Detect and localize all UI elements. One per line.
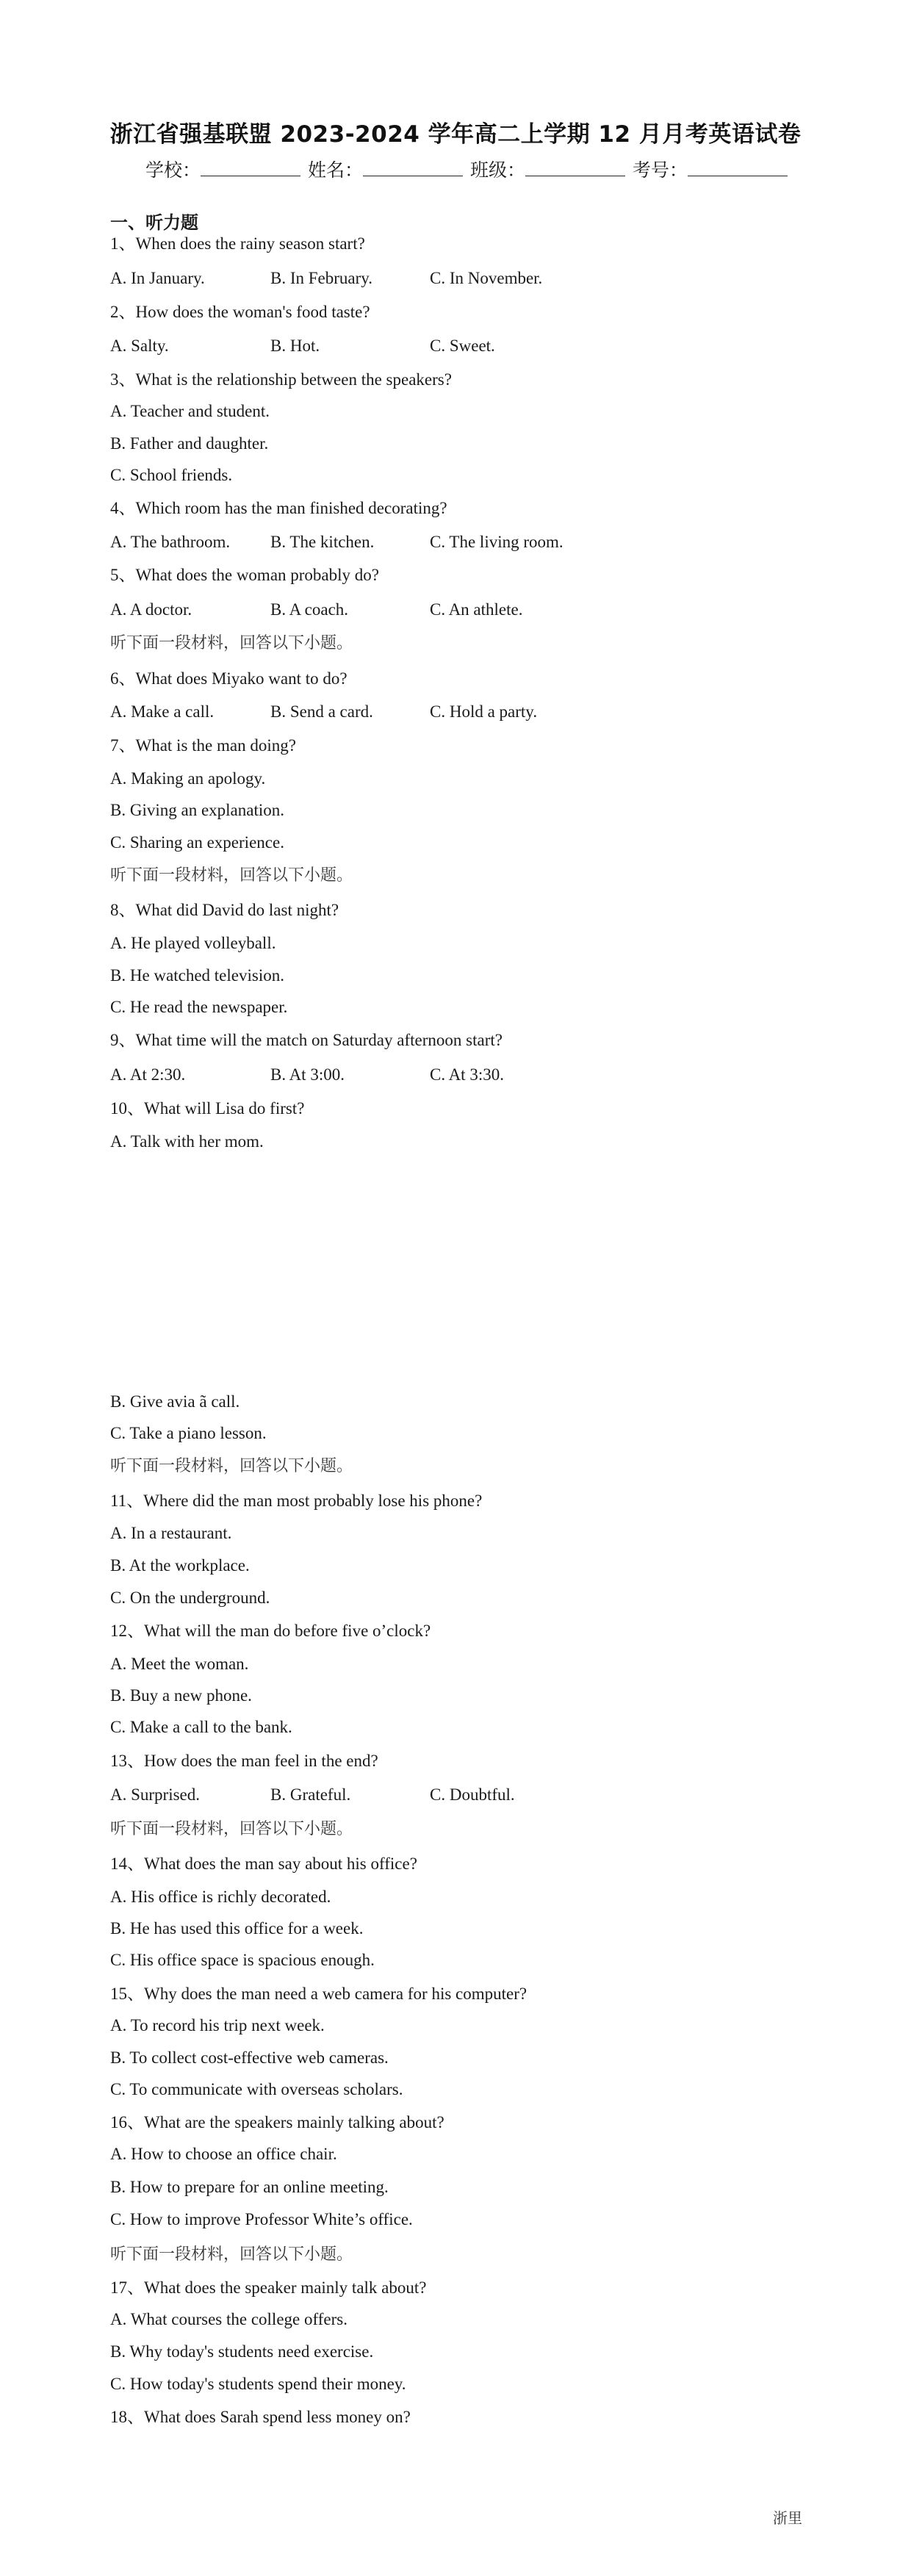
answer-option: A. What courses the college offers. (110, 2310, 348, 2328)
listening-instruction: 听下面一段材料，回答以下小题。 (110, 634, 353, 652)
answer-option: A. To record his trip next week. (110, 2016, 325, 2034)
page-footer: 浙里 (773, 2509, 802, 2527)
answer-option: B. Give avia ã call. (110, 1392, 240, 1411)
answer-option: A. In January. (110, 269, 205, 287)
answer-option: A. In a restaurant. (110, 1524, 232, 1542)
answer-option: C. Make a call to the bank. (110, 1718, 292, 1736)
answer-option: B. At 3:00. (270, 1065, 345, 1084)
answer-option: B. Hot. (270, 337, 320, 355)
answer-option: C. Doubtful. (430, 1785, 515, 1804)
answer-option: B. A coach. (270, 600, 349, 619)
question-text: 5、What does the woman probably do? (110, 566, 379, 584)
class-label: 班级： (469, 159, 525, 181)
question-text: 1、When does the rainy season start? (110, 234, 365, 253)
answer-option: A. Making an apology. (110, 769, 266, 788)
answer-option: C. School friends. (110, 466, 233, 484)
answer-option: B. At the workplace. (110, 1556, 250, 1575)
answer-option: A. Talk with her mom. (110, 1132, 264, 1151)
question-text: 2、How does the woman's food taste? (110, 303, 370, 321)
question-text: 17、What does the speaker mainly talk about? (110, 2278, 427, 2297)
answer-option: C. The living room. (430, 533, 563, 551)
answer-option: B. He has used this office for a week. (110, 1919, 364, 1938)
question-text: 13、How does the man feel in the end? (110, 1752, 378, 1770)
question-text: 16、What are the speakers mainly talking about? (110, 2113, 444, 2131)
answer-option: B. Grateful. (270, 1785, 351, 1804)
question-text: 4、Which room has the man finished decorating? (110, 499, 447, 517)
answer-option: A. The bathroom. (110, 533, 231, 551)
answer-option: C. Hold a party. (430, 702, 538, 721)
answer-option: B. He watched television. (110, 966, 284, 985)
answer-option: B. Why today's students need exercise. (110, 2342, 374, 2361)
exam-number-blank (688, 159, 788, 176)
answer-option: C. His office space is spacious enough. (110, 1951, 375, 1969)
answer-option: A. A doctor. (110, 600, 192, 619)
answer-option: C. Sharing an experience. (110, 833, 284, 852)
name-label: 姓名： (307, 159, 363, 181)
question-text: 3、What is the relationship between the speakers? (110, 370, 452, 389)
listening-instruction: 听下面一段材料，回答以下小题。 (110, 866, 353, 885)
answer-option: A. How to choose an office chair. (110, 2145, 337, 2163)
answer-option: A. He played volleyball. (110, 934, 276, 952)
question-text: 8、What did David do last night? (110, 901, 339, 919)
class-blank (525, 159, 625, 176)
question-text: 7、What is the man doing? (110, 736, 296, 755)
question-text: 9、What time will the match on Saturday afternoon start? (110, 1031, 503, 1049)
answer-option: C. Take a piano lesson. (110, 1424, 267, 1442)
answer-option: A. Make a call. (110, 702, 215, 721)
answer-option: A. Meet the woman. (110, 1655, 249, 1673)
answer-option: B. The kitchen. (270, 533, 375, 551)
question-text: 10、What will Lisa do first? (110, 1099, 305, 1118)
answer-option: C. At 3:30. (430, 1065, 504, 1084)
page-title: 浙江省强基联盟 2023-2024 学年高二上学期 12 月月考英语试卷 (109, 121, 802, 148)
listening-instruction: 听下面一段材料，回答以下小题。 (110, 1457, 353, 1475)
question-text: 12、What will the man do before five o’clock? (110, 1622, 431, 1640)
answer-option: A. Teacher and student. (110, 402, 270, 420)
listening-instruction: 听下面一段材料，回答以下小题。 (110, 2245, 353, 2264)
question-text: 6、What does Miyako want to do? (110, 669, 348, 688)
answer-option: B. Send a card. (270, 702, 373, 721)
answer-option: B. How to prepare for an online meeting. (110, 2178, 389, 2196)
answer-option: C. To communicate with overseas scholars. (110, 2080, 403, 2098)
question-text: 11、Where did the man most probably lose his phone? (110, 1492, 483, 1510)
answer-option: A. His office is richly decorated. (110, 1888, 331, 1906)
answer-option: B. Buy a new phone. (110, 1686, 252, 1705)
answer-option: B. Giving an explanation. (110, 801, 284, 819)
answer-option: C. Sweet. (430, 337, 495, 355)
section-heading: 一、听力题 (110, 212, 198, 233)
school-label: 学校： (145, 159, 201, 181)
question-text: 18、What does Sarah spend less money on? (110, 2408, 411, 2426)
answer-option: C. An athlete. (430, 600, 523, 619)
student-info-row (145, 156, 789, 182)
question-text: 15、Why does the man need a web camera for his computer? (110, 1985, 527, 2003)
exam-number-label: 考号： (632, 159, 688, 181)
listening-instruction: 听下面一段材料，回答以下小题。 (110, 1820, 353, 1838)
answer-option: C. In November. (430, 269, 543, 287)
answer-option: C. On the underground. (110, 1589, 270, 1607)
name-blank (363, 159, 463, 176)
answer-option: A. At 2:30. (110, 1065, 186, 1084)
answer-option: C. How today's students spend their money. (110, 2375, 406, 2393)
answer-option: B. In February. (270, 269, 373, 287)
school-blank (201, 159, 300, 176)
answer-option: C. He read the newspaper. (110, 998, 288, 1016)
answer-option: C. How to improve Professor White’s office. (110, 2210, 413, 2228)
answer-option: A. Salty. (110, 337, 169, 355)
question-text: 14、What does the man say about his office? (110, 1854, 417, 1873)
answer-option: B. To collect cost-effective web cameras. (110, 2048, 389, 2067)
answer-option: A. Surprised. (110, 1785, 201, 1804)
answer-option: B. Father and daughter. (110, 434, 269, 453)
